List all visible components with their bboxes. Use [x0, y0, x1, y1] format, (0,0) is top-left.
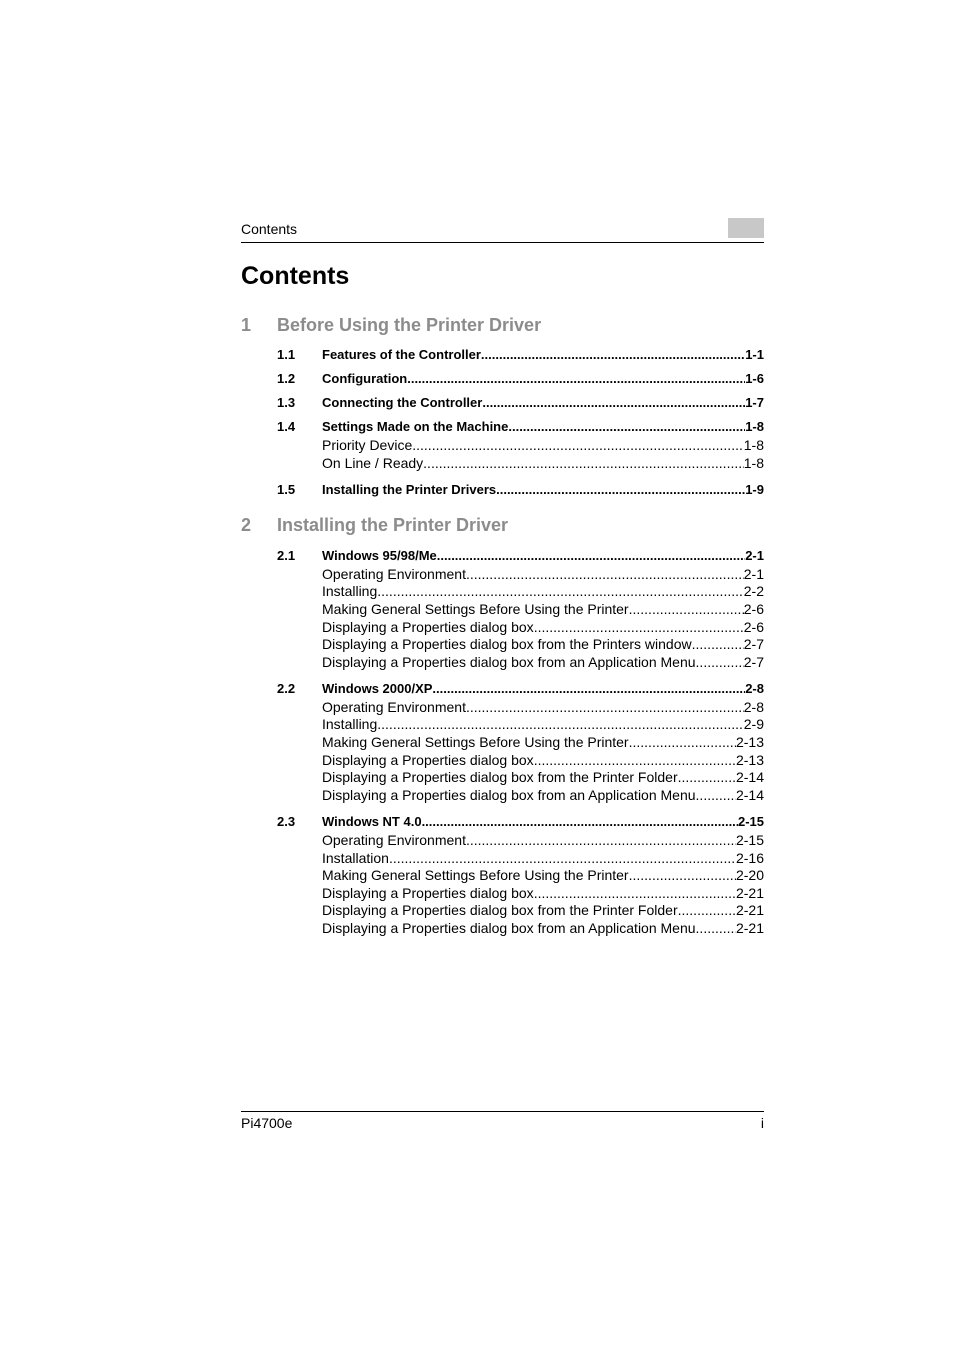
- dot-leader: [534, 619, 744, 636]
- subentry-title: Installing: [322, 583, 378, 599]
- subentry-title: Operating Environment: [322, 566, 466, 582]
- toc-subentry[interactable]: [322, 885, 764, 902]
- dot-leader: [629, 867, 736, 884]
- dot-leader: [696, 787, 736, 804]
- toc-subentry[interactable]: [322, 769, 764, 786]
- subentry-title: Making General Settings Before Using the Printer: [322, 601, 629, 617]
- dot-leader: [407, 370, 745, 387]
- subentry-title: Displaying a Properties dialog box from an Application Menu: [322, 920, 696, 936]
- subentry-page: 2-21: [735, 902, 764, 918]
- subentry-page: 2-2: [743, 583, 764, 599]
- dot-leader: [466, 699, 744, 716]
- section-page: 1-7: [745, 395, 764, 410]
- toc-section-entry[interactable]: [277, 813, 764, 830]
- section-number: 1.1: [277, 347, 296, 362]
- footer-page-number: i: [760, 1115, 764, 1131]
- toc-subentry[interactable]: [322, 850, 764, 867]
- toc-subentry[interactable]: [322, 867, 764, 884]
- footer-model-name: Pi4700e: [241, 1115, 293, 1131]
- dot-leader: [389, 850, 736, 867]
- section-title: Windows NT 4.0: [322, 814, 422, 829]
- subentry-page: 2-13: [735, 734, 764, 750]
- subentry-title: Displaying a Properties dialog box from the Printers window: [322, 636, 692, 652]
- dot-leader: [482, 394, 745, 411]
- subentry-page: 2-21: [735, 920, 764, 936]
- subentry-title: Installing: [322, 716, 378, 732]
- section-page: 2-1: [745, 548, 764, 563]
- dot-leader: [496, 481, 745, 498]
- subentry-page: 2-6: [743, 601, 764, 617]
- subentry-title: Displaying a Properties dialog box from an Application Menu: [322, 654, 696, 670]
- dot-leader: [508, 418, 745, 435]
- running-header: [241, 218, 764, 243]
- dot-leader: [696, 920, 736, 937]
- dot-leader: [466, 566, 744, 583]
- subentry-title: Operating Environment: [322, 832, 466, 848]
- toc-section-entry[interactable]: [277, 394, 764, 411]
- toc-subentry[interactable]: [322, 920, 764, 937]
- subentry-title: Displaying a Properties dialog box from the Printer Folder: [322, 902, 678, 918]
- dot-leader: [423, 455, 744, 472]
- subentry-title: Making General Settings Before Using the Printer: [322, 867, 629, 883]
- section-title: Settings Made on the Machine: [322, 419, 509, 434]
- subentry-title: Displaying a Properties dialog box from an Application Menu: [322, 787, 696, 803]
- section-number: 2.2: [277, 681, 296, 696]
- toc-subentry[interactable]: [322, 752, 764, 769]
- subentry-title: Displaying a Properties dialog box from the Printer Folder: [322, 769, 678, 785]
- section-title: Windows 2000/XP: [322, 681, 433, 696]
- dot-leader: [678, 769, 736, 786]
- subentry-page: 2-21: [735, 885, 764, 901]
- toc-subentry[interactable]: [322, 716, 764, 733]
- toc-subentry[interactable]: [322, 654, 764, 671]
- subentry-page: 2-20: [735, 867, 764, 883]
- subentry-page: 2-13: [735, 752, 764, 768]
- toc-subentry[interactable]: [322, 619, 764, 636]
- subentry-page: 1-8: [743, 437, 764, 453]
- toc-subentry[interactable]: [322, 601, 764, 618]
- subentry-page: 2-8: [743, 699, 764, 715]
- section-number: 1.4: [277, 419, 296, 434]
- subentry-page: 2-7: [743, 654, 764, 670]
- toc-subentry[interactable]: [322, 636, 764, 653]
- subentry-title: Installation: [322, 850, 389, 866]
- section-title: Installing the Printer Drivers: [322, 482, 497, 497]
- section-page: 1-9: [745, 482, 764, 497]
- subentry-page: 2-14: [735, 769, 764, 785]
- section-number: 1.5: [277, 482, 296, 497]
- subentry-title: Displaying a Properties dialog box: [322, 885, 534, 901]
- section-title: Features of the Controller: [322, 347, 481, 362]
- toc-subentry[interactable]: [322, 437, 764, 454]
- dot-leader: [696, 654, 744, 671]
- toc-section-entry[interactable]: [277, 547, 764, 564]
- toc-subentry[interactable]: [322, 832, 764, 849]
- subentry-title: Operating Environment: [322, 699, 466, 715]
- section-title: Configuration: [322, 371, 408, 386]
- dot-leader: [412, 437, 744, 454]
- toc-subentry[interactable]: [322, 455, 764, 472]
- toc-subentry[interactable]: [322, 734, 764, 751]
- chapter-number: 2: [241, 515, 252, 535]
- section-number: 1.3: [277, 395, 296, 410]
- header-label: Contents: [241, 221, 298, 237]
- subentry-title: On Line / Ready: [322, 455, 424, 471]
- section-page: 1-1: [745, 347, 764, 362]
- subentry-page: 2-9: [743, 716, 764, 732]
- section-number: 1.2: [277, 371, 296, 386]
- toc-subentry[interactable]: [322, 566, 764, 583]
- subentry-page: 2-1: [743, 566, 764, 582]
- dot-leader: [534, 885, 736, 902]
- toc-subentry[interactable]: [322, 902, 764, 919]
- dot-leader: [629, 601, 744, 618]
- section-page: 2-15: [737, 814, 764, 829]
- dot-leader: [432, 680, 745, 697]
- subentry-page: 2-15: [735, 832, 764, 848]
- subentry-page: 1-8: [743, 455, 764, 471]
- section-number: 2.1: [277, 548, 296, 563]
- dot-leader: [534, 752, 736, 769]
- dot-leader: [481, 346, 745, 363]
- toc-subentry[interactable]: [322, 699, 764, 716]
- toc-section-entry[interactable]: [277, 346, 764, 363]
- section-number: 2.3: [277, 814, 296, 829]
- section-page: 2-8: [745, 681, 764, 696]
- section-page: 1-6: [745, 371, 764, 386]
- section-title: Windows 95/98/Me: [322, 548, 437, 563]
- toc-section-entry[interactable]: [277, 370, 764, 387]
- subentry-title: Displaying a Properties dialog box: [322, 619, 534, 635]
- dot-leader: [678, 902, 736, 919]
- dot-leader: [629, 734, 736, 751]
- running-footer: [241, 1111, 764, 1134]
- toc-subentry[interactable]: [322, 787, 764, 804]
- toc-section-entry[interactable]: [277, 680, 764, 697]
- dot-leader: [377, 716, 744, 733]
- toc-section-entry[interactable]: [277, 481, 764, 498]
- header-tab-marker: [728, 218, 764, 238]
- dot-leader: [422, 813, 738, 830]
- dot-leader: [466, 832, 736, 849]
- chapter-title: Installing the Printer Driver: [277, 515, 509, 535]
- subentry-page: 2-7: [743, 636, 764, 652]
- subentry-page: 2-6: [743, 619, 764, 635]
- dot-leader: [692, 636, 744, 653]
- subentry-page: 2-14: [735, 787, 764, 803]
- chapter-number: 1: [241, 315, 252, 335]
- subentry-title: Priority Device: [322, 437, 413, 453]
- subentry-page: 2-16: [735, 850, 764, 866]
- page-title: Contents: [241, 262, 350, 290]
- subentry-title: Making General Settings Before Using the Printer: [322, 734, 629, 750]
- dot-leader: [437, 547, 745, 564]
- section-title: Connecting the Controller: [322, 395, 483, 410]
- dot-leader: [377, 583, 744, 600]
- toc-section-entry[interactable]: [277, 418, 764, 435]
- toc-subentry[interactable]: [322, 583, 764, 600]
- section-page: 1-8: [745, 419, 764, 434]
- subentry-title: Displaying a Properties dialog box: [322, 752, 534, 768]
- chapter-title: Before Using the Printer Driver: [277, 315, 542, 335]
